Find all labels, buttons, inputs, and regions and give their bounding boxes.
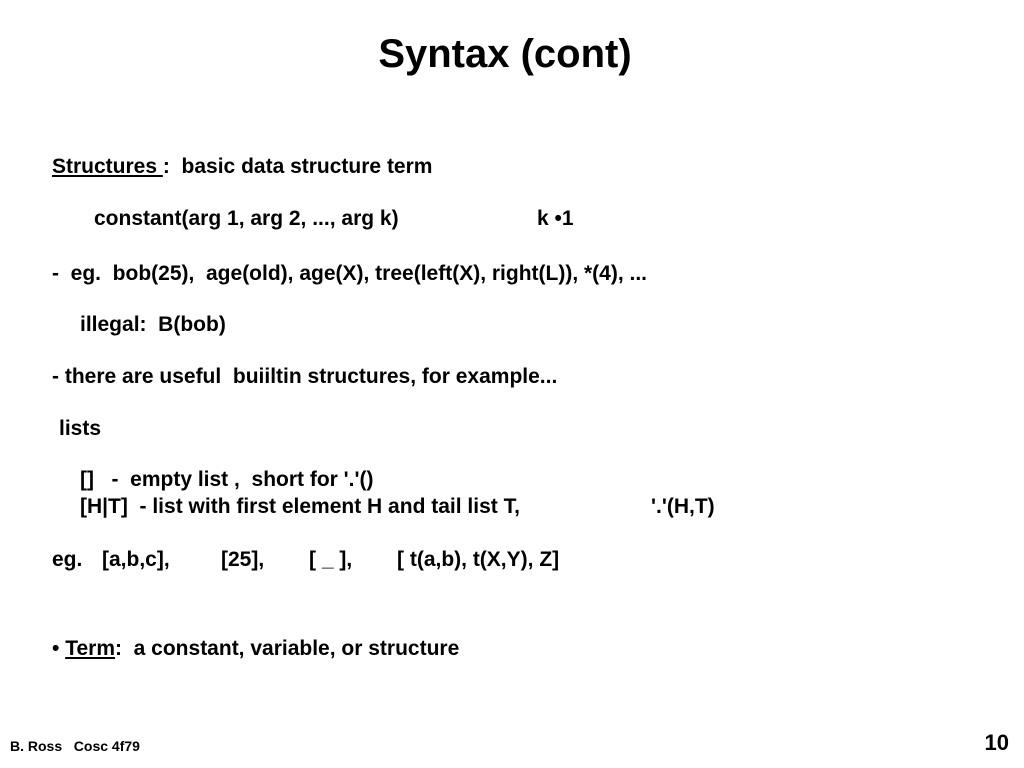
page-number: 10: [984, 730, 1009, 755]
builtin-structures-line: - there are useful buiiltin structures, for example...: [52, 365, 558, 388]
list-examples-label: eg.: [52, 548, 83, 571]
constant-form: constant(arg 1, arg 2, ..., arg k): [94, 207, 399, 230]
term-definition-line: [52, 637, 459, 661]
empty-list-line: [] - empty list , short for '.'(): [80, 468, 374, 491]
list-example: [25],: [221, 548, 265, 571]
lists-heading: lists: [59, 417, 102, 440]
structures-line: [52, 155, 432, 179]
footer-author: B. Ross: [10, 738, 63, 754]
term-word: Term: [65, 637, 115, 660]
structures-description: : basic data structure term: [162, 155, 433, 178]
list-example: [ _ ],: [309, 548, 353, 571]
head-tail-list-line: [H|T] - list with first element H and tail list T,: [80, 495, 520, 518]
footer-credits: [10, 738, 140, 754]
structures-term: Structures: [52, 155, 163, 178]
illegal-example: illegal: B(bob): [80, 313, 226, 336]
structure-examples: - eg. bob(25), age(old), age(X), tree(left(X), right(L)), *(4), ...: [52, 262, 648, 285]
bullet-icon: •: [52, 637, 60, 660]
slide-title: Syntax (cont): [378, 32, 632, 76]
footer-course: Cosc 4f79: [73, 738, 140, 754]
constant-condition: k •1: [537, 207, 574, 230]
list-example: [ t(a,b), t(X,Y), Z]: [397, 548, 560, 571]
head-tail-dot-form: '.'(H,T): [651, 495, 715, 518]
list-example: [a,b,c],: [102, 548, 170, 571]
term-description: : a constant, variable, or structure: [115, 637, 460, 660]
